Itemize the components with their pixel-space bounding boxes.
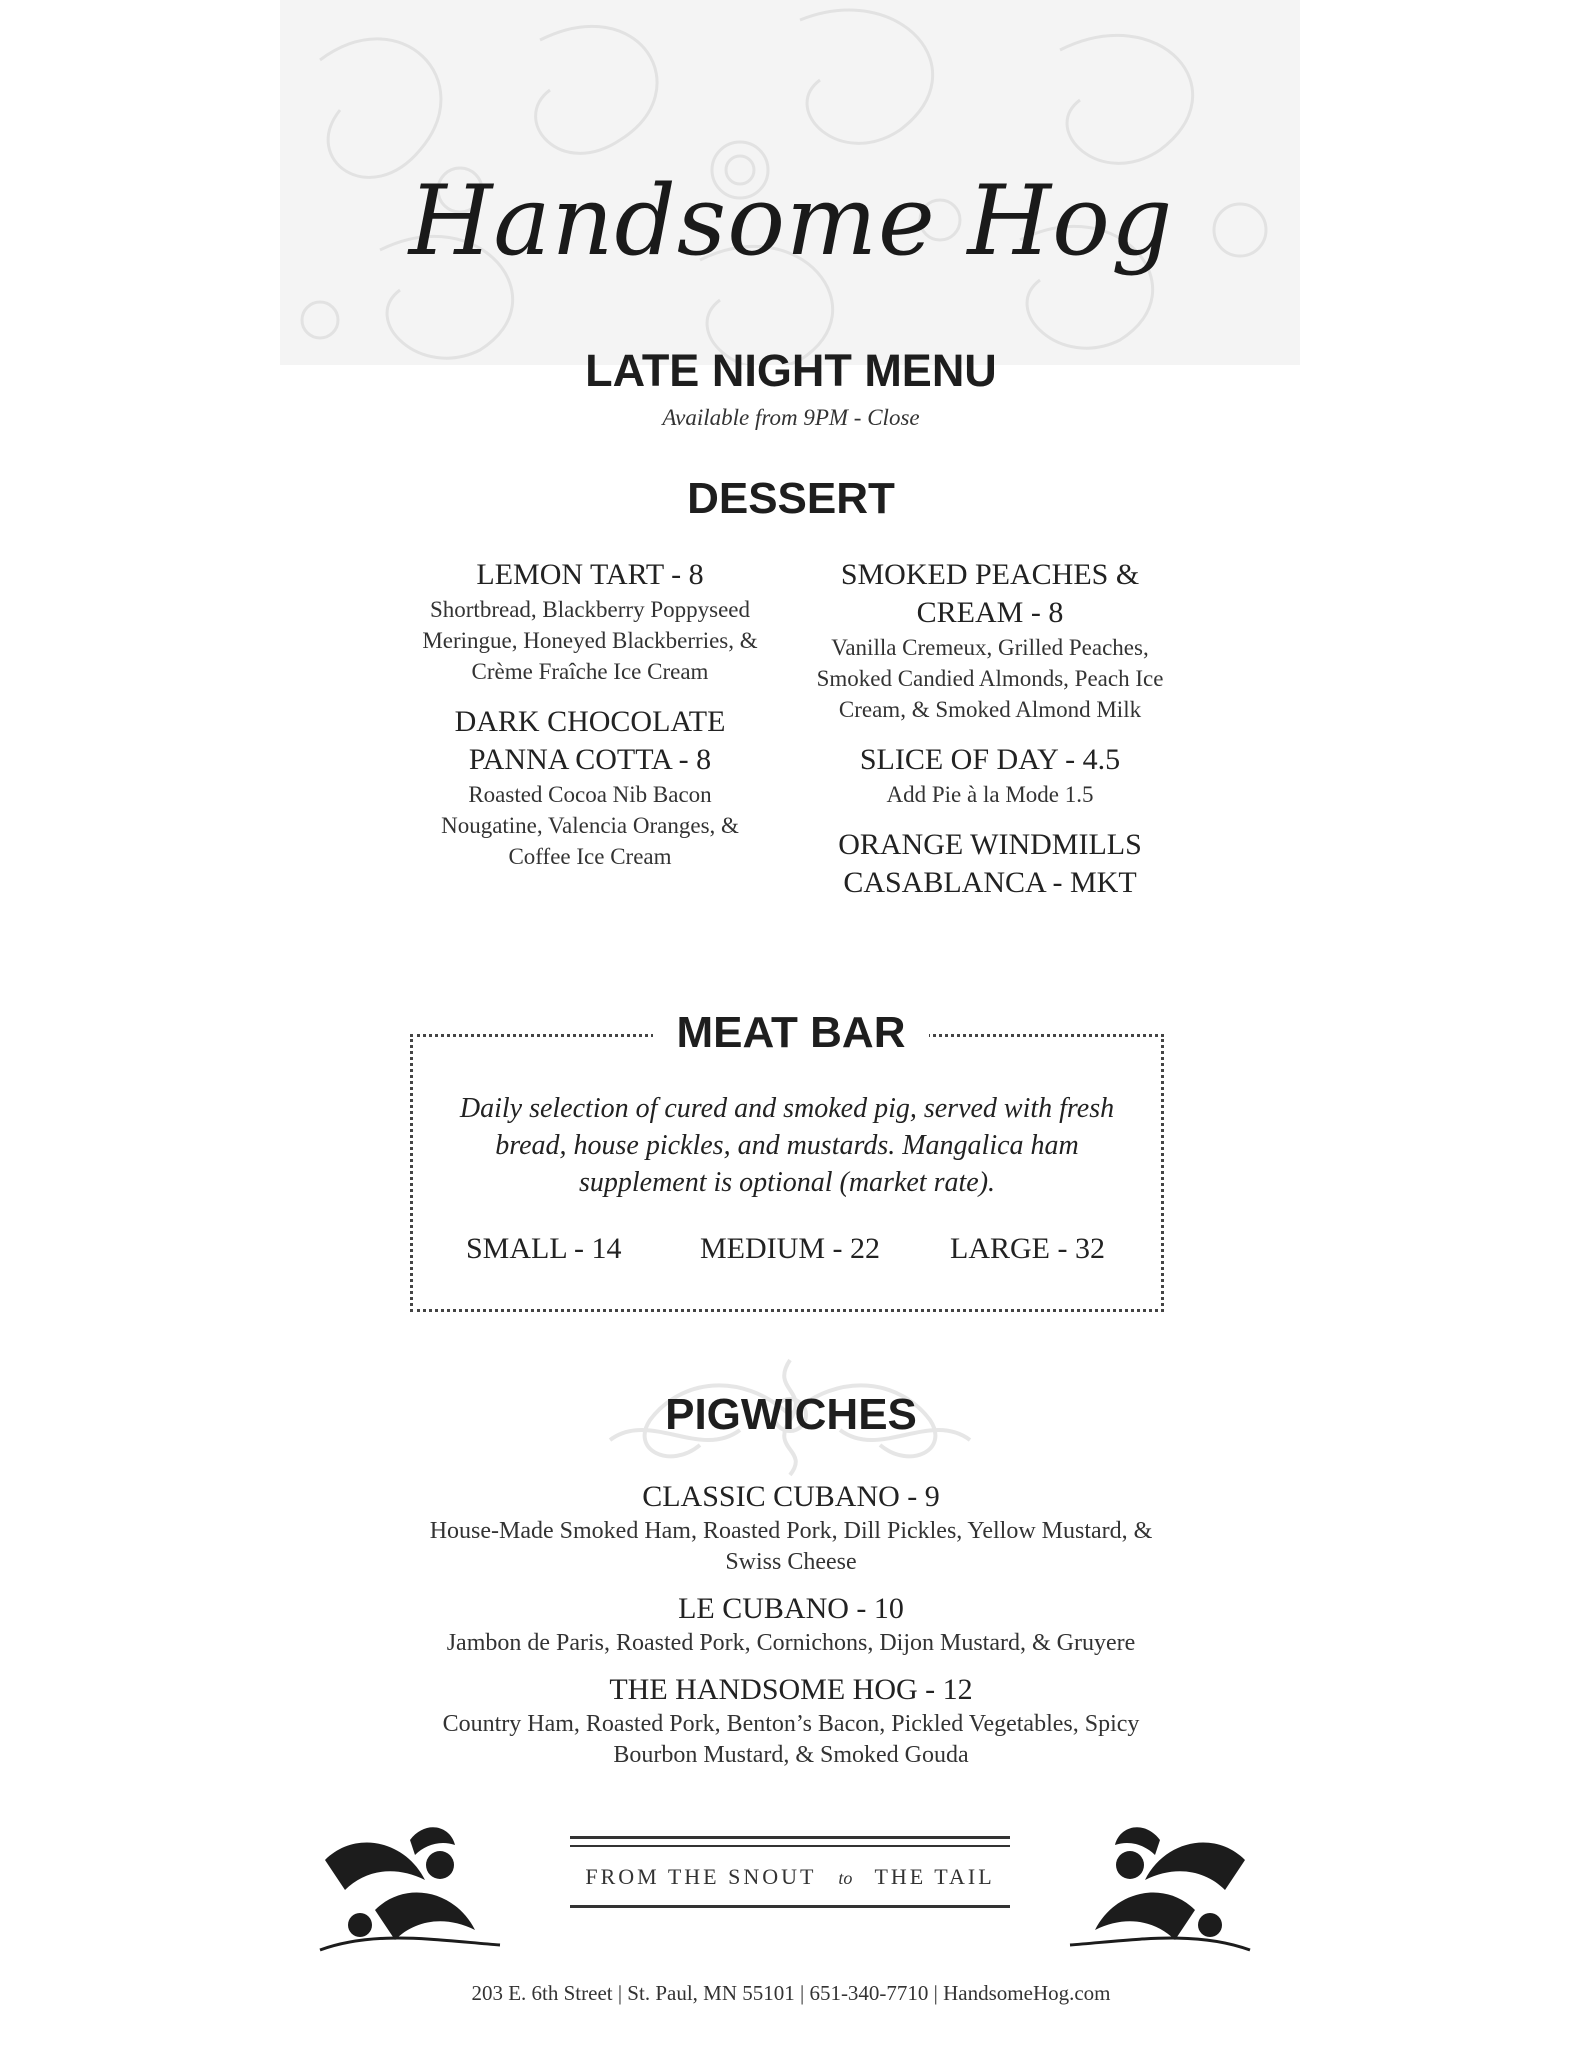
meat-bar-description: Daily selection of cured and smoked pig, served with fresh bread, house pickles, and mustards. Mangalica ham supplement is optional (market rate). bbox=[459, 1093, 1115, 1198]
dessert-left-column bbox=[410, 556, 770, 888]
item-description: Country Ham, Roasted Pork, Benton’s Bacon, Pickled Vegetables, Spicy Bourbon Mustard, & Smoked Gouda bbox=[442, 1711, 1140, 1768]
item-name: CLASSIC CUBANO - 9 bbox=[642, 1480, 940, 1513]
tagline-bottom-rule bbox=[570, 1905, 1010, 1914]
item-name: ORANGE WINDMILLS CASABLANCA - MKT bbox=[838, 828, 1142, 899]
menu-item bbox=[341, 1478, 1241, 1578]
item-name: DARK CHOCOLATE PANNA COTTA - 8 bbox=[454, 705, 726, 776]
availability-text: Available from 9PM - Close bbox=[662, 405, 920, 430]
item-name: SLICE OF DAY - 4.5 bbox=[859, 743, 1121, 776]
size-medium: MEDIUM - 22 bbox=[700, 1232, 880, 1265]
pigwiches-heading: PIGWICHES bbox=[665, 1390, 917, 1439]
item-description: Jambon de Paris, Roasted Pork, Cornichons, Dijon Mustard, & Gruyere bbox=[446, 1630, 1136, 1656]
menu-item bbox=[410, 556, 770, 687]
item-name: LEMON TART - 8 bbox=[476, 558, 704, 591]
menu-title: LATE NIGHT MENU bbox=[585, 345, 997, 396]
brand-logo: Handsome Hog bbox=[408, 165, 1174, 277]
menu-item bbox=[800, 556, 1180, 725]
item-name: THE HANDSOME HOG - 12 bbox=[609, 1673, 973, 1706]
item-name: SMOKED PEACHES & CREAM - 8 bbox=[840, 558, 1140, 629]
item-description: Add Pie à la Mode 1.5 bbox=[886, 782, 1094, 807]
menu-item bbox=[800, 826, 1180, 902]
menu-item bbox=[410, 703, 770, 872]
dessert-right-column bbox=[800, 556, 1180, 918]
tagline-right: THE TAIL bbox=[874, 1864, 995, 1889]
pigwiches-list bbox=[341, 1478, 1241, 1783]
item-name: LE CUBANO - 10 bbox=[678, 1592, 904, 1625]
tagline-top-rule bbox=[570, 1836, 1010, 1853]
item-description: House-Made Smoked Ham, Roasted Pork, Dill Pickles, Yellow Mustard, & Swiss Cheese bbox=[429, 1518, 1153, 1575]
tagline-left: FROM THE SNOUT bbox=[585, 1864, 817, 1889]
item-description: Vanilla Cremeux, Grilled Peaches, Smoked Candied Almonds, Peach Ice Cream, & Smoked Almond Milk bbox=[816, 635, 1164, 722]
tagline bbox=[570, 1864, 1010, 1890]
footer-address: 203 E. 6th Street | St. Paul, MN 55101 | 651-340-7710 | HandsomeHog.com bbox=[471, 1981, 1111, 2005]
size-large: LARGE - 32 bbox=[950, 1232, 1105, 1265]
meat-bar-title: MEAT BAR bbox=[653, 1008, 930, 1057]
tagline-mid: to bbox=[838, 1868, 853, 1888]
menu-item bbox=[341, 1671, 1241, 1771]
flourish-icon bbox=[315, 1820, 505, 1960]
item-description: Shortbread, Blackberry Poppyseed Meringue, Honeyed Blackberries, & Crème Fraîche Ice Cream bbox=[422, 597, 758, 684]
meat-bar-heading bbox=[0, 1008, 1582, 1058]
menu-item bbox=[341, 1590, 1241, 1659]
item-description: Roasted Cocoa Nib Bacon Nougatine, Valencia Oranges, & Coffee Ice Cream bbox=[441, 782, 739, 869]
dessert-heading: DESSERT bbox=[687, 474, 895, 523]
flourish-icon bbox=[1065, 1820, 1255, 1960]
menu-item bbox=[800, 741, 1180, 810]
size-small: SMALL - 14 bbox=[466, 1232, 622, 1265]
